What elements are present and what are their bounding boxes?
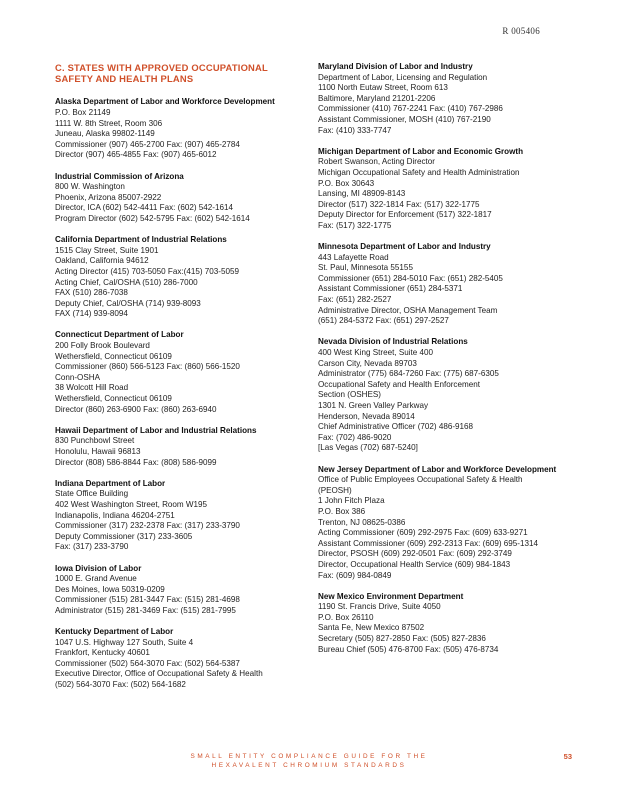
contact-line: Des Moines, Iowa 50319-0209 [55,584,165,594]
contact-line: (502) 564-3070 Fax: (502) 564-1682 [55,680,186,690]
contact-line: 1100 North Eutaw Street, Room 613 [318,83,448,93]
contact-line: Section (OSHES) [318,390,381,400]
contact-line: Carson City, Nevada 89703 [318,358,417,368]
agency-name: Michigan Department of Labor and Economic Growth [318,146,524,156]
agency-name: New Mexico Environment Department [318,591,464,601]
footer-line-2: HEXAVALENT CHROMIUM STANDARDS [211,762,407,769]
contact-line: P.O. Box 386 [318,506,366,516]
contact-line: Fax: (609) 984-0849 [318,570,392,580]
agency-entry [55,172,305,225]
contact-line: Baltimore, Maryland 21201-2206 [318,93,436,103]
contact-line: Acting Chief, Cal/OSHA (510) 286-7000 [55,277,198,287]
contact-line: P.O. Box 21149 [55,108,111,117]
contact-line: 1047 U.S. Highway 127 South, Suite 4 [55,637,194,647]
contact-line: Secretary (505) 827-2850 Fax: (505) 827-2836 [318,634,486,644]
contact-line: Frankfort, Kentucky 40601 [55,648,150,658]
page-footer [0,752,618,770]
contact-line: Indianapolis, Indiana 46204-2751 [55,510,175,520]
contact-line: Trenton, NJ 08625-0386 [318,517,406,527]
contact-line: Honolulu, Hawaii 96813 [55,447,141,456]
contact-line: Commissioner (317) 232-2378 Fax: (317) 233-3790 [55,521,240,531]
contact-line: Occupational Safety and Health Enforcement [318,379,480,389]
contact-line: Deputy Director for Enforcement (517) 322-1817 [318,210,492,220]
contact-line: (651) 284-5372 Fax: (651) 297-2527 [318,316,449,326]
contact-line: Lansing, MI 48909-8143 [318,189,406,199]
agency-name: Maryland Division of Labor and Industry [318,62,473,71]
contact-line: FAX (714) 939-8094 [55,309,128,319]
contact-line: Robert Swanson, Acting Director [318,157,435,167]
contact-line: 200 Folly Brook Boulevard [55,341,150,351]
agency-entry [318,465,573,582]
agency-entry [55,564,305,617]
agency-name: New Jersey Department of Labor and Workforce Development [318,464,557,474]
contact-line: 1000 E. Grand Avenue [55,574,137,584]
contact-line: Henderson, Nevada 89014 [318,411,415,421]
contact-line: Assistant Commissioner, MOSH (410) 767-2190 [318,114,491,124]
contact-line: P.O. Box 30643 [318,178,375,188]
agency-entry [318,242,573,327]
contact-line: P.O. Box 26110 [318,612,374,622]
contact-line: Deputy Commissioner (317) 233-3605 [55,531,193,541]
contact-line: Michigan Occupational Safety and Health Administration [318,167,520,177]
contact-line: Santa Fe, New Mexico 87502 [318,623,425,633]
contact-line: Phoenix, Arizona 85007-2922 [55,192,162,202]
contact-line: Commissioner (907) 465-2700 Fax: (907) 465-2784 [55,139,240,149]
contact-line: Director (808) 586-8844 Fax: (808) 586-9099 [55,457,217,467]
contact-line: Program Director (602) 542-5795 Fax: (602) 542-1614 [55,213,250,223]
contact-line: Juneau, Alaska 99802-1149 [55,129,155,139]
agency-entry [55,97,305,161]
agency-name: Nevada Division of Industrial Relations [318,337,468,347]
footer-line-1: SMALL ENTITY COMPLIANCE GUIDE FOR THE [190,753,428,760]
contact-line: Administrative Director, OSHA Management Team [318,305,498,315]
contact-line: Fax: (517) 322-1775 [318,220,392,230]
contact-line: Commissioner (860) 566-5123 Fax: (860) 566-1520 [55,362,240,372]
section-heading: C. STATES WITH APPROVED OCCUPATIONAL SAFETY AND HEALTH PLANS [55,62,268,85]
contact-line: Fax: (702) 486-9020 [318,432,392,442]
contact-line: Administrator (775) 684-7260 Fax: (775) 687-6305 [318,369,499,379]
agency-name: Indiana Department of Labor [55,478,166,488]
contact-line: Fax: (651) 282-2527 [318,295,392,305]
agency-entry [318,62,573,136]
contact-line: Director, ICA (602) 542-4411 Fax: (602) 542-1614 [55,203,234,213]
contact-line: 400 West King Street, Suite 400 [318,348,434,358]
contact-line: Assistant Commissioner (609) 292-2313 Fax: (609) 695-1314 [318,538,538,548]
left-column [55,62,305,701]
contact-line: Administrator (515) 281-3469 Fax: (515) 281-7995 [55,605,236,615]
contact-line: Director, PSOSH (609) 292-0501 Fax: (609) 292-3749 [318,549,512,559]
contact-line: Bureau Chief (505) 476-8700 Fax: (505) 476-8734 [318,644,499,654]
contact-line: 1190 St. Francis Drive, Suite 4050 [318,602,441,612]
contact-line: Director (860) 263-6900 Fax: (860) 263-6940 [55,404,217,414]
agency-name: Alaska Department of Labor and Workforce Development [55,97,275,107]
contact-line: Fax: (317) 233-3790 [55,542,129,552]
agency-name: California Department of Industrial Relations [55,235,227,245]
contact-line: 830 Punchbowl Street [55,436,135,446]
contact-line: Wethersfield, Connecticut 06109 [55,351,172,361]
agency-name: Industrial Commission of Arizona [55,171,184,181]
contact-line: 1 John Fitch Plaza [318,496,385,506]
contact-line: Office of Public Employees Occupational Safety & Health [318,475,523,485]
contact-line: Commissioner (651) 284-5010 Fax: (651) 282-5405 [318,273,503,283]
contact-line: 800 W. Washington [55,182,125,192]
agency-name: Kentucky Department of Labor [55,627,174,637]
contact-line: 1515 Clay Street, Suite 1901 [55,245,159,255]
contact-line: Conn-OSHA [55,372,100,382]
contact-line: Acting Director (415) 703-5050 Fax:(415) 703-5059 [55,266,240,276]
agency-name: Iowa Division of Labor [55,563,142,573]
contact-line: Commissioner (502) 564-3070 Fax: (502) 564-5387 [55,658,240,668]
document-id: R 005406 [502,26,540,36]
contact-line: State Office Building [55,489,129,499]
contact-line: Director (517) 322-1814 Fax: (517) 322-1775 [318,199,480,209]
contact-line: Chief Administrative Officer (702) 486-9168 [318,422,474,432]
contact-line: Fax: (410) 333-7747 [318,125,392,135]
agency-entry [55,627,305,691]
contact-line: Deputy Chief, Cal/OSHA (714) 939-8093 [55,298,201,308]
contact-line: 402 West Washington Street, Room W195 [55,499,208,509]
contact-line: 443 Lafayette Road [318,252,389,262]
agency-entry [55,479,305,553]
contact-line: St. Paul, Minnesota 55155 [318,263,413,273]
contact-line: 1301 N. Green Valley Parkway [318,401,429,410]
contact-line: 38 Wolcott Hill Road [55,383,129,393]
contact-line: Oakland, California 94612 [55,256,149,266]
contact-line: Executive Director, Office of Occupational Safety & Health [55,669,263,679]
left-entries [55,97,305,690]
right-column [318,62,573,666]
agency-entry [318,147,573,232]
contact-line: 1111 W. 8th Street, Room 306 [55,118,163,128]
contact-line: Department of Labor, Licensing and Regulation [318,72,488,82]
page-number: 53 [563,752,572,761]
agency-name: Hawaii Department of Labor and Industrial Relations [55,425,257,435]
agency-entry [55,426,305,468]
contact-line: Director (907) 465-4855 Fax: (907) 465-6012 [55,150,217,160]
agency-name: Connecticut Department of Labor [55,330,184,340]
contact-line: FAX (510) 286-7038 [55,288,128,298]
contact-line: Commissioner (410) 767-2241 Fax: (410) 767-2986 [318,104,503,114]
agency-name: Minnesota Department of Labor and Industry [318,242,491,252]
contact-line: Acting Commissioner (609) 292-2975 Fax: (609) 633-9271 [318,528,528,538]
contact-line: Wethersfield, Connecticut 06109 [55,394,172,404]
agency-entry [318,592,573,656]
contact-line: [Las Vegas (702) 687-5240] [318,443,418,453]
right-entries [318,62,573,655]
contact-line: Assistant Commissioner (651) 284-5371 [318,284,463,294]
contact-line: Commissioner (515) 281-3447 Fax: (515) 281-4698 [55,595,240,605]
contact-line: Director, Occupational Health Service (609) 984-1843 [318,559,511,569]
agency-entry [55,235,305,320]
agency-entry [318,337,573,454]
agency-entry [55,330,305,415]
contact-line: (PEOSH) [318,485,352,495]
